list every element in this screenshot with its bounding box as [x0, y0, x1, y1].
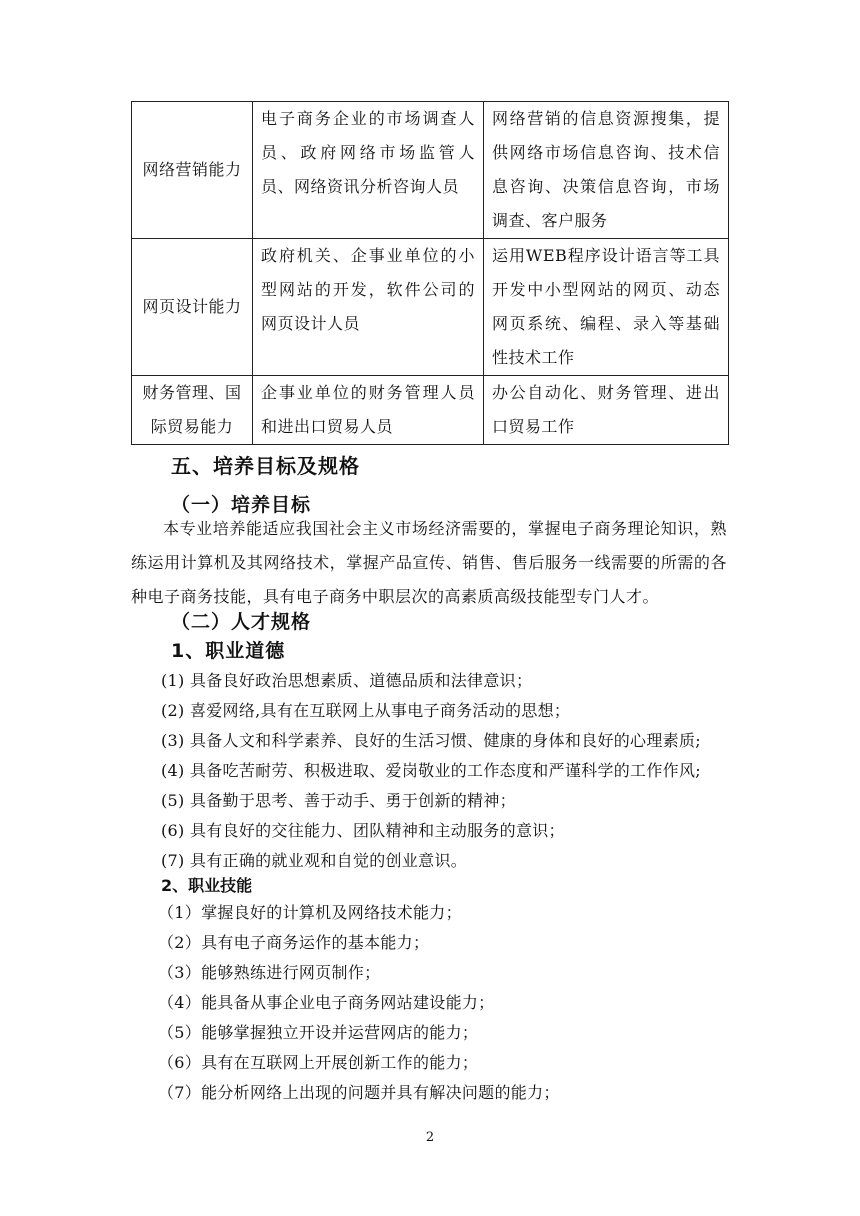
table-cell-tasks: 运用WEB程序设计语言等工具开发中小型网站的网页、动态网页系统、编程、录入等基础性技术工作 — [484, 239, 729, 376]
skills-list — [158, 898, 763, 1108]
list-item: (5) 具备勤于思考、善于动手、勇于创新的精神； — [161, 791, 516, 810]
list-item: （7）能分析网络上出现的问题并具有解决问题的能力； — [158, 1083, 560, 1102]
goals-paragraph: 本专业培养能适应我国社会主义市场经济需要的，掌握电子商务理论知识，熟练运用计算机及其网络技术，掌握产品宣传、销售、售后服务一线需要的所需的各种电子商务技能，具有电子商务中职层次的高素质高级技能型专门人才。 — [131, 519, 727, 606]
table-row — [132, 102, 729, 239]
list-item: （6）具有在互联网上开展创新工作的能力； — [158, 1053, 479, 1072]
section-heading: 五、培养目标及规格 — [171, 454, 360, 478]
table-cell-tasks: 网络营销的信息资源搜集，提供网络市场信息咨询、技术信息咨询、决策信息咨询，市场调查、客户服务 — [484, 102, 729, 239]
list-item: (6) 具有良好的交往能力、团队精神和主动服务的意识； — [161, 821, 565, 840]
list-item: (1) 具备良好政治思想素质、道德品质和法律意识； — [161, 671, 533, 690]
list-item: (7) 具有正确的就业观和自觉的创业意识。 — [161, 851, 468, 870]
table-cell-tasks: 办公自动化、财务管理、进出口贸易工作 — [484, 376, 729, 445]
list-item: (4) 具备吃苦耐劳、积极进取、爱岗敬业的工作态度和严谨科学的工作作风; — [161, 761, 701, 780]
skills-heading: 2、职业技能 — [161, 876, 253, 895]
list-item: （3）能够熟练进行网页制作； — [158, 963, 381, 982]
table-cell-ability: 网页设计能力 — [132, 239, 253, 376]
table-cell-positions: 企事业单位的财务管理人员和进出口贸易人员 — [253, 376, 484, 445]
subsection-heading-specs: （二）人才规格 — [171, 611, 312, 633]
list-item: （5）能够掌握独立开设并运营网店的能力； — [158, 1023, 479, 1042]
table-cell-positions: 电子商务企业的市场调查人员、政府网络市场监管人员、网络资讯分析咨询人员 — [253, 102, 484, 239]
list-item: （2）具有电子商务运作的基本能力； — [158, 933, 430, 952]
list-item: (2) 喜爱网络,具有在互联网上从事电子商务活动的思想； — [161, 701, 571, 720]
occupation-table — [131, 101, 729, 445]
list-item: (3) 具备人文和科学素养、良好的生活习惯、健康的身体和良好的心理素质; — [161, 731, 701, 750]
list-item: （1）掌握良好的计算机及网络技术能力； — [158, 903, 462, 922]
ethics-heading: 1、职业道德 — [171, 640, 286, 662]
page-number: 2 — [425, 1130, 435, 1145]
table-row — [132, 376, 729, 445]
table-cell-positions: 政府机关、企事业单位的小型网站的开发，软件公司的网页设计人员 — [253, 239, 484, 376]
table-cell-ability: 财务管理、国际贸易能力 — [132, 376, 253, 445]
ethics-list — [161, 666, 766, 876]
list-item: （4）能具备从事企业电子商务网站建设能力； — [158, 993, 495, 1012]
subsection-heading-goals: （一）培养目标 — [171, 494, 312, 516]
table-row — [132, 239, 729, 376]
table-cell-ability: 网络营销能力 — [132, 102, 253, 239]
